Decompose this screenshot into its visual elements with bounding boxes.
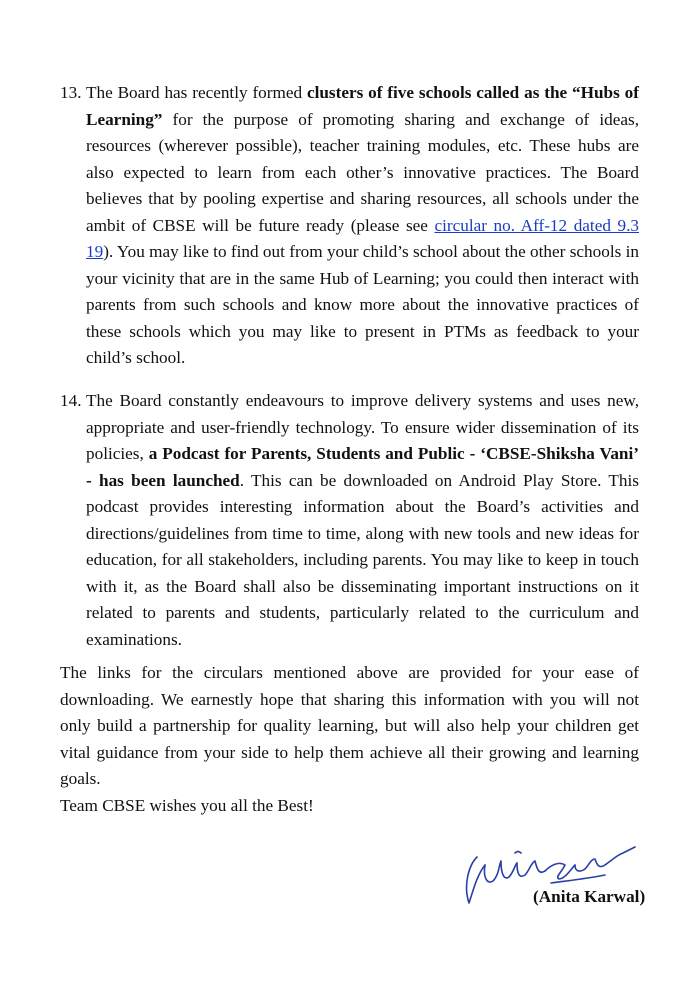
signatory-name: (Anita Karwal) bbox=[533, 887, 646, 906]
circular-link[interactable]: circular no. Aff-12 dated 9.3 19 bbox=[86, 215, 639, 261]
item-body bbox=[86, 80, 639, 372]
item-text: The Board has recently formed bbox=[86, 83, 307, 102]
list-item-13 bbox=[60, 80, 639, 372]
item-number: 14. bbox=[60, 391, 82, 410]
item-text: for the purpose of promoting sharing and exchange of ideas, resources (wherever possible), teacher training modules, etc. These hubs are also expected to learn from each other’s innovative practices. The Board believes that by pooling expertise and sharing resources, all schools under the ambit of CBSE will be future ready (please see bbox=[86, 109, 639, 235]
list-item-14 bbox=[60, 388, 639, 653]
wishes-line: Team CBSE wishes you all the Best! bbox=[60, 796, 314, 815]
closing-paragraph: The links for the circulars mentioned above are provided for your ease of downloading. We earnestly hope that sharing this information with you will not only build a partnership for quality learning, but will also help your children get vital guidance from your side to help them achieve all their growing and learning goals. bbox=[60, 663, 639, 788]
item-text: The Board constantly endeavours to improve delivery systems and uses new, appropriate and user-friendly technology. To ensure wider dissemination of its policies, bbox=[86, 391, 639, 463]
item-bold-text: a Podcast for Parents, Students and Public - ‘CBSE-Shiksha Vani’ - has been launched bbox=[86, 444, 639, 490]
item-number: 13. bbox=[60, 83, 82, 102]
item-text: . This can be downloaded on Android Play Store. This podcast provides interesting information about the Board’s activities and directions/guidelines from time to time, along with new tools and new ideas for education, for all stakeholders, including parents. You may like to keep in touch with it, as the Board shall also be disseminating important instructions on it related to parents and students, particularly related to the curriculum and examinations. bbox=[86, 470, 639, 649]
item-text: ). You may like to find out from your child’s school about the other schools in your vicinity that are in the same Hub of Learning; you could then interact with parents from such schools and know more about the innovative practices of these schools which you may like to present in PTMs as feedback to your child’s school. bbox=[86, 242, 639, 367]
item-body bbox=[86, 388, 639, 653]
item-bold-text: clusters of five schools called as the “Hubs of Learning” bbox=[86, 83, 639, 129]
